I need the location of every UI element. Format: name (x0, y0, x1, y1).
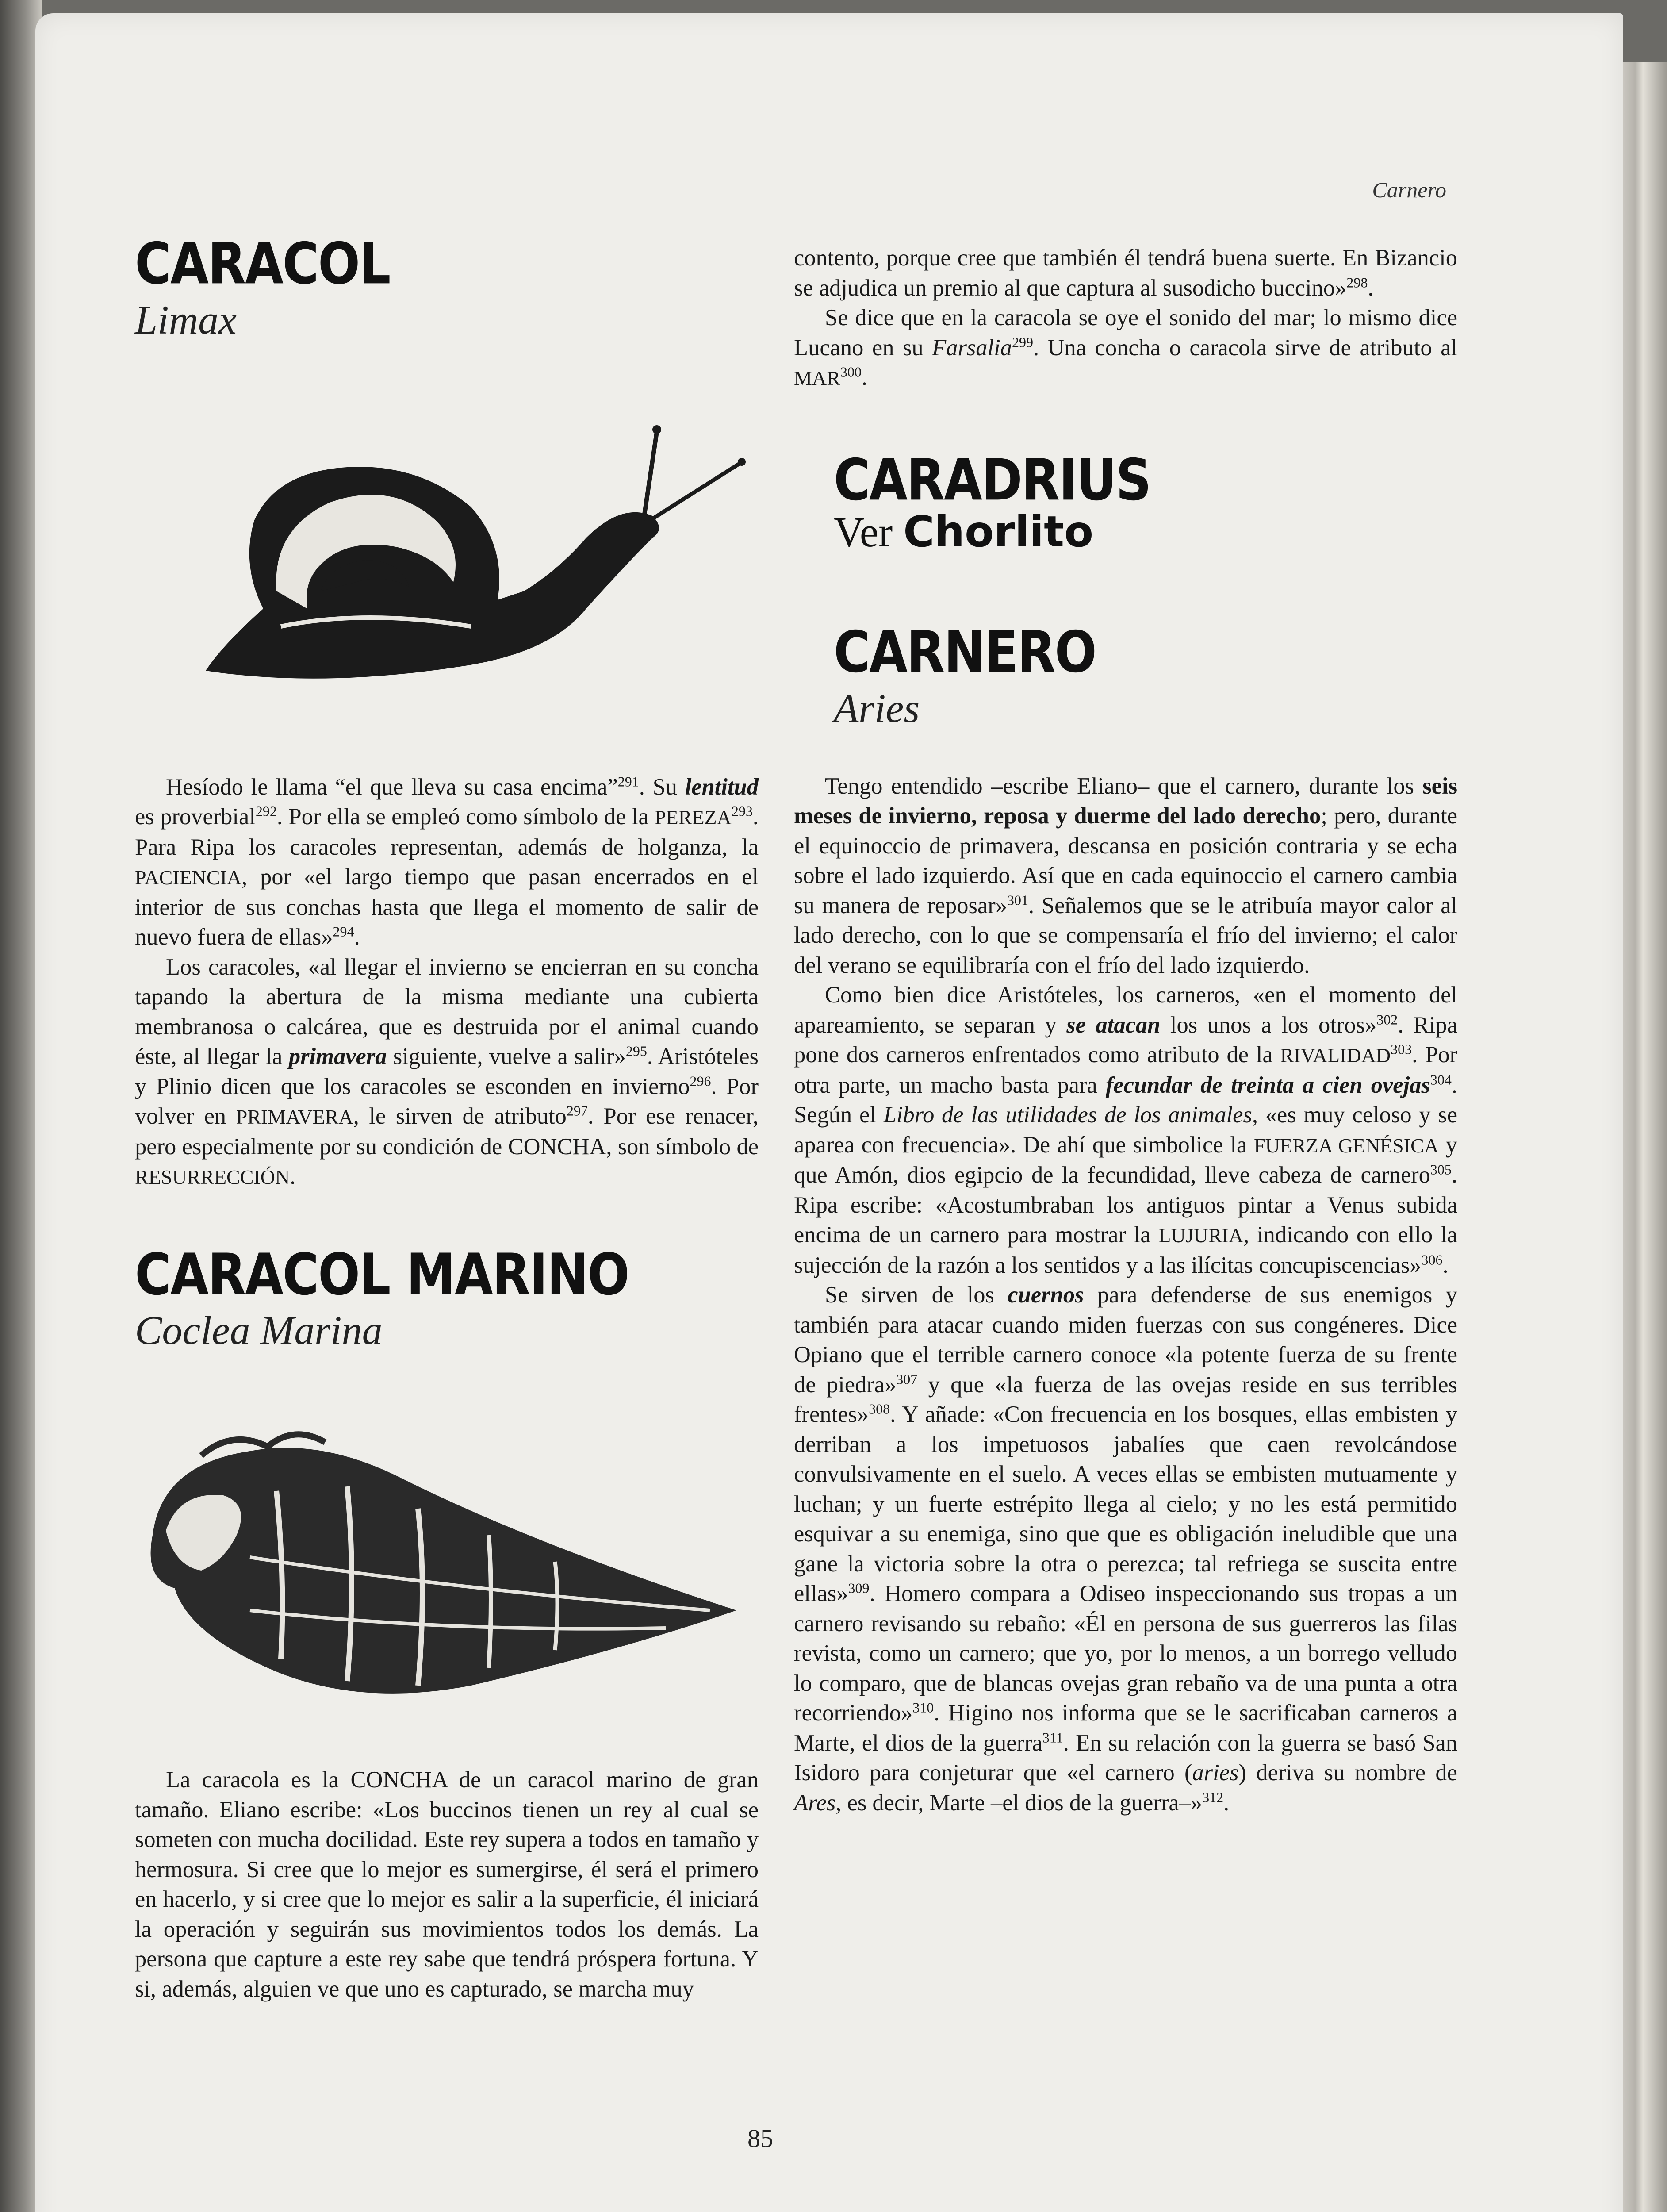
book-page (35, 13, 1623, 2212)
paragraph-carnero-3: Se sirven de los cuernos para defenderse de sus enemigos y también para atacar cuando miden fuerzas con sus congéneres. Dice Opiano que el terrible carnero conoce «la potente fuerza de su frente de piedra»$^{307}$ y que «la fuerza de las ovejas reside en sus terribles frentes»$^{308}$. Y añade: «Con frecuencia en los bosques, ellas embisten y derriban a los impetuosos jabalíes que caen revolcándose convulsivamente en el suelo. A veces ellas se embisten mutuamente y luchan; y un fuerte estrépito llega al cielo; y no les está permitido esquivar a su enemiga, sino que que es obligación ineludible que una gane la victoria sobre la otra o perezca; tal refriega se suscita entre ellas»$^{309}$. Homero compara a Odiseo inspeccionando sus tropas a un carnero revisando su rebaño: «Él en persona de sus guerreros las filas revista, como un carnero; que yo, por lo menos, a un borrego velludo lo comparo, que de blancas ovejas gran rebaño va de una punta a otra recorriendo»$^{310}$. Higino nos informa que se le sacrificaban carneros a Marte, el dios de la guerra$^{311}$. En su relación con la guerra se basó San Isidoro para conjeturar que «el carnero (aries) deriva su nombre de Ares, es decir, Marte –el dios de la guerra–»$^{312}$. (794, 1282, 1457, 1816)
running-head: Carnero (1372, 177, 1446, 202)
right-column (794, 243, 1457, 1818)
see-reference-caradrius: Ver Chorlito (834, 507, 1094, 557)
entry-title-caradrius: CARADRIUS (834, 447, 1151, 513)
paragraph-caracol-1: Hesíodo le llama “el que lleva su casa encima”$^{291}$. Su lentitud es proverbial$^{292}$. Por ella se empleó como símbolo de la PEREZA$^{293}$. Para Ripa los caracoles representan, además de holganza, la PACIENCIA, por «el largo tiempo que pasan encerrados en el interior de sus conchas hasta que llega el momento de salir de nuevo fuera de ellas»$^{294}$. (135, 773, 759, 950)
latin-name-carnero: Aries (834, 685, 920, 731)
entry-title-caracol-marino: CARACOL MARINO (135, 1241, 629, 1308)
entry-title-carnero: CARNERO (834, 619, 1096, 686)
see-target-link: Chorlito (903, 507, 1094, 557)
paragraph-carnero-1: Tengo entendido –escribe Eliano– que el carnero, durante los seis meses de invierno, reposa y duerme del lado derecho; pero, durante el equinoccio de primavera, descansa en posición contraria y se echa sobre el lado izquierdo. Así que en cada equinoccio el carnero cambia su manera de reposar»$^{301}$. Señalemos que se le atribuía mayor calor al lado derecho, con lo que se compensaría el frío del invierno; el calor del verano se equilibraría con el frío del lado izquierdo. (794, 773, 1458, 978)
paragraph-caracol-2: Los caracoles, «al llegar el invierno se encierran en su concha tapando la abertura de la misma mediante una cubierta membranosa o calcárea, que es destruida por el animal cuando éste, al llegar la primavera siguiente, vuelve a salir»$^{295}$. Aristóteles y Plinio dicen que los caracoles se esconden en invierno$^{296}$. Por volver en PRIMAVERA, le sirven de atributo$^{297}$. Por ese renacer, pero especialmente por su condición de CONCHA, son símbolo de RESURRECCIÓN. (135, 954, 759, 1190)
sea-shell-illustration (135, 1402, 754, 1721)
latin-name-caracol-marino: Coclea Marina (135, 1308, 383, 1353)
paragraph-caracol-marino-1: La caracola es la CONCHA de un caracol marino de gran tamaño. Eliano escribe: «Los buccinos tienen un rey al cual se someten con mucha docilidad. Este rey supera a todos en tamaño y hermosura. Si cree que lo mejor es sumergirse, él será el primero en hacerlo, y si cree que lo mejor es salir a la superficie, él iniciará la operación y seguirán sus movimientos todos los demás. La persona que capture a este rey sabe que tendrá próspera fortuna. Y si, además, alguien ve que uno es capturado, se marcha muy (135, 1767, 759, 2002)
page-number: 85 (747, 2124, 773, 2153)
entry-title-caracol: CARACOL (135, 230, 390, 297)
paragraph-caracol-marino-cont-2: Se dice que en la caracola se oye el sonido del mar; lo mismo dice Lucano en su Farsalia$^{299}$. Una concha o caracola sirve de atributo al MAR$^{300}$. (794, 305, 1457, 390)
left-column (135, 230, 759, 2004)
paragraph-carnero-2: Como bien dice Aristóteles, los carneros, «en el momento del apareamiento, se separan y se atacan los unos a los otros»$^{302}$. Ripa pone dos carneros enfrentados como atributo de la RIVALIDAD$^{303}$. Por otra parte, un macho basta para fecundar de treinta a cien ovejas$^{304}$. Según el Libro de las utilidades de los animales, «es muy celoso y se aparea con frecuencia». De ahí que simbolice la FUERZA GENÉSICA y que Amón, dios egipcio de la fecundidad, lleve cabeza de carnero$^{305}$. Ripa escribe: «Acostumbraban los antiguos pintar a Venus subida encima de un carnero para mostrar la LUJURIA, indicando con ello la sujección de la razón a los sentidos y a las ilícitas concupiscencias»$^{306}$. (794, 982, 1458, 1278)
latin-name-caracol: Limax (135, 297, 237, 342)
paragraph-caracol-marino-cont-1: contento, porque cree que también él tendrá buena suerte. En Bizancio se adjudica un premio al que captura al susodicho buccino»$^{298}$. (794, 245, 1457, 301)
snail-illustration (188, 361, 763, 715)
